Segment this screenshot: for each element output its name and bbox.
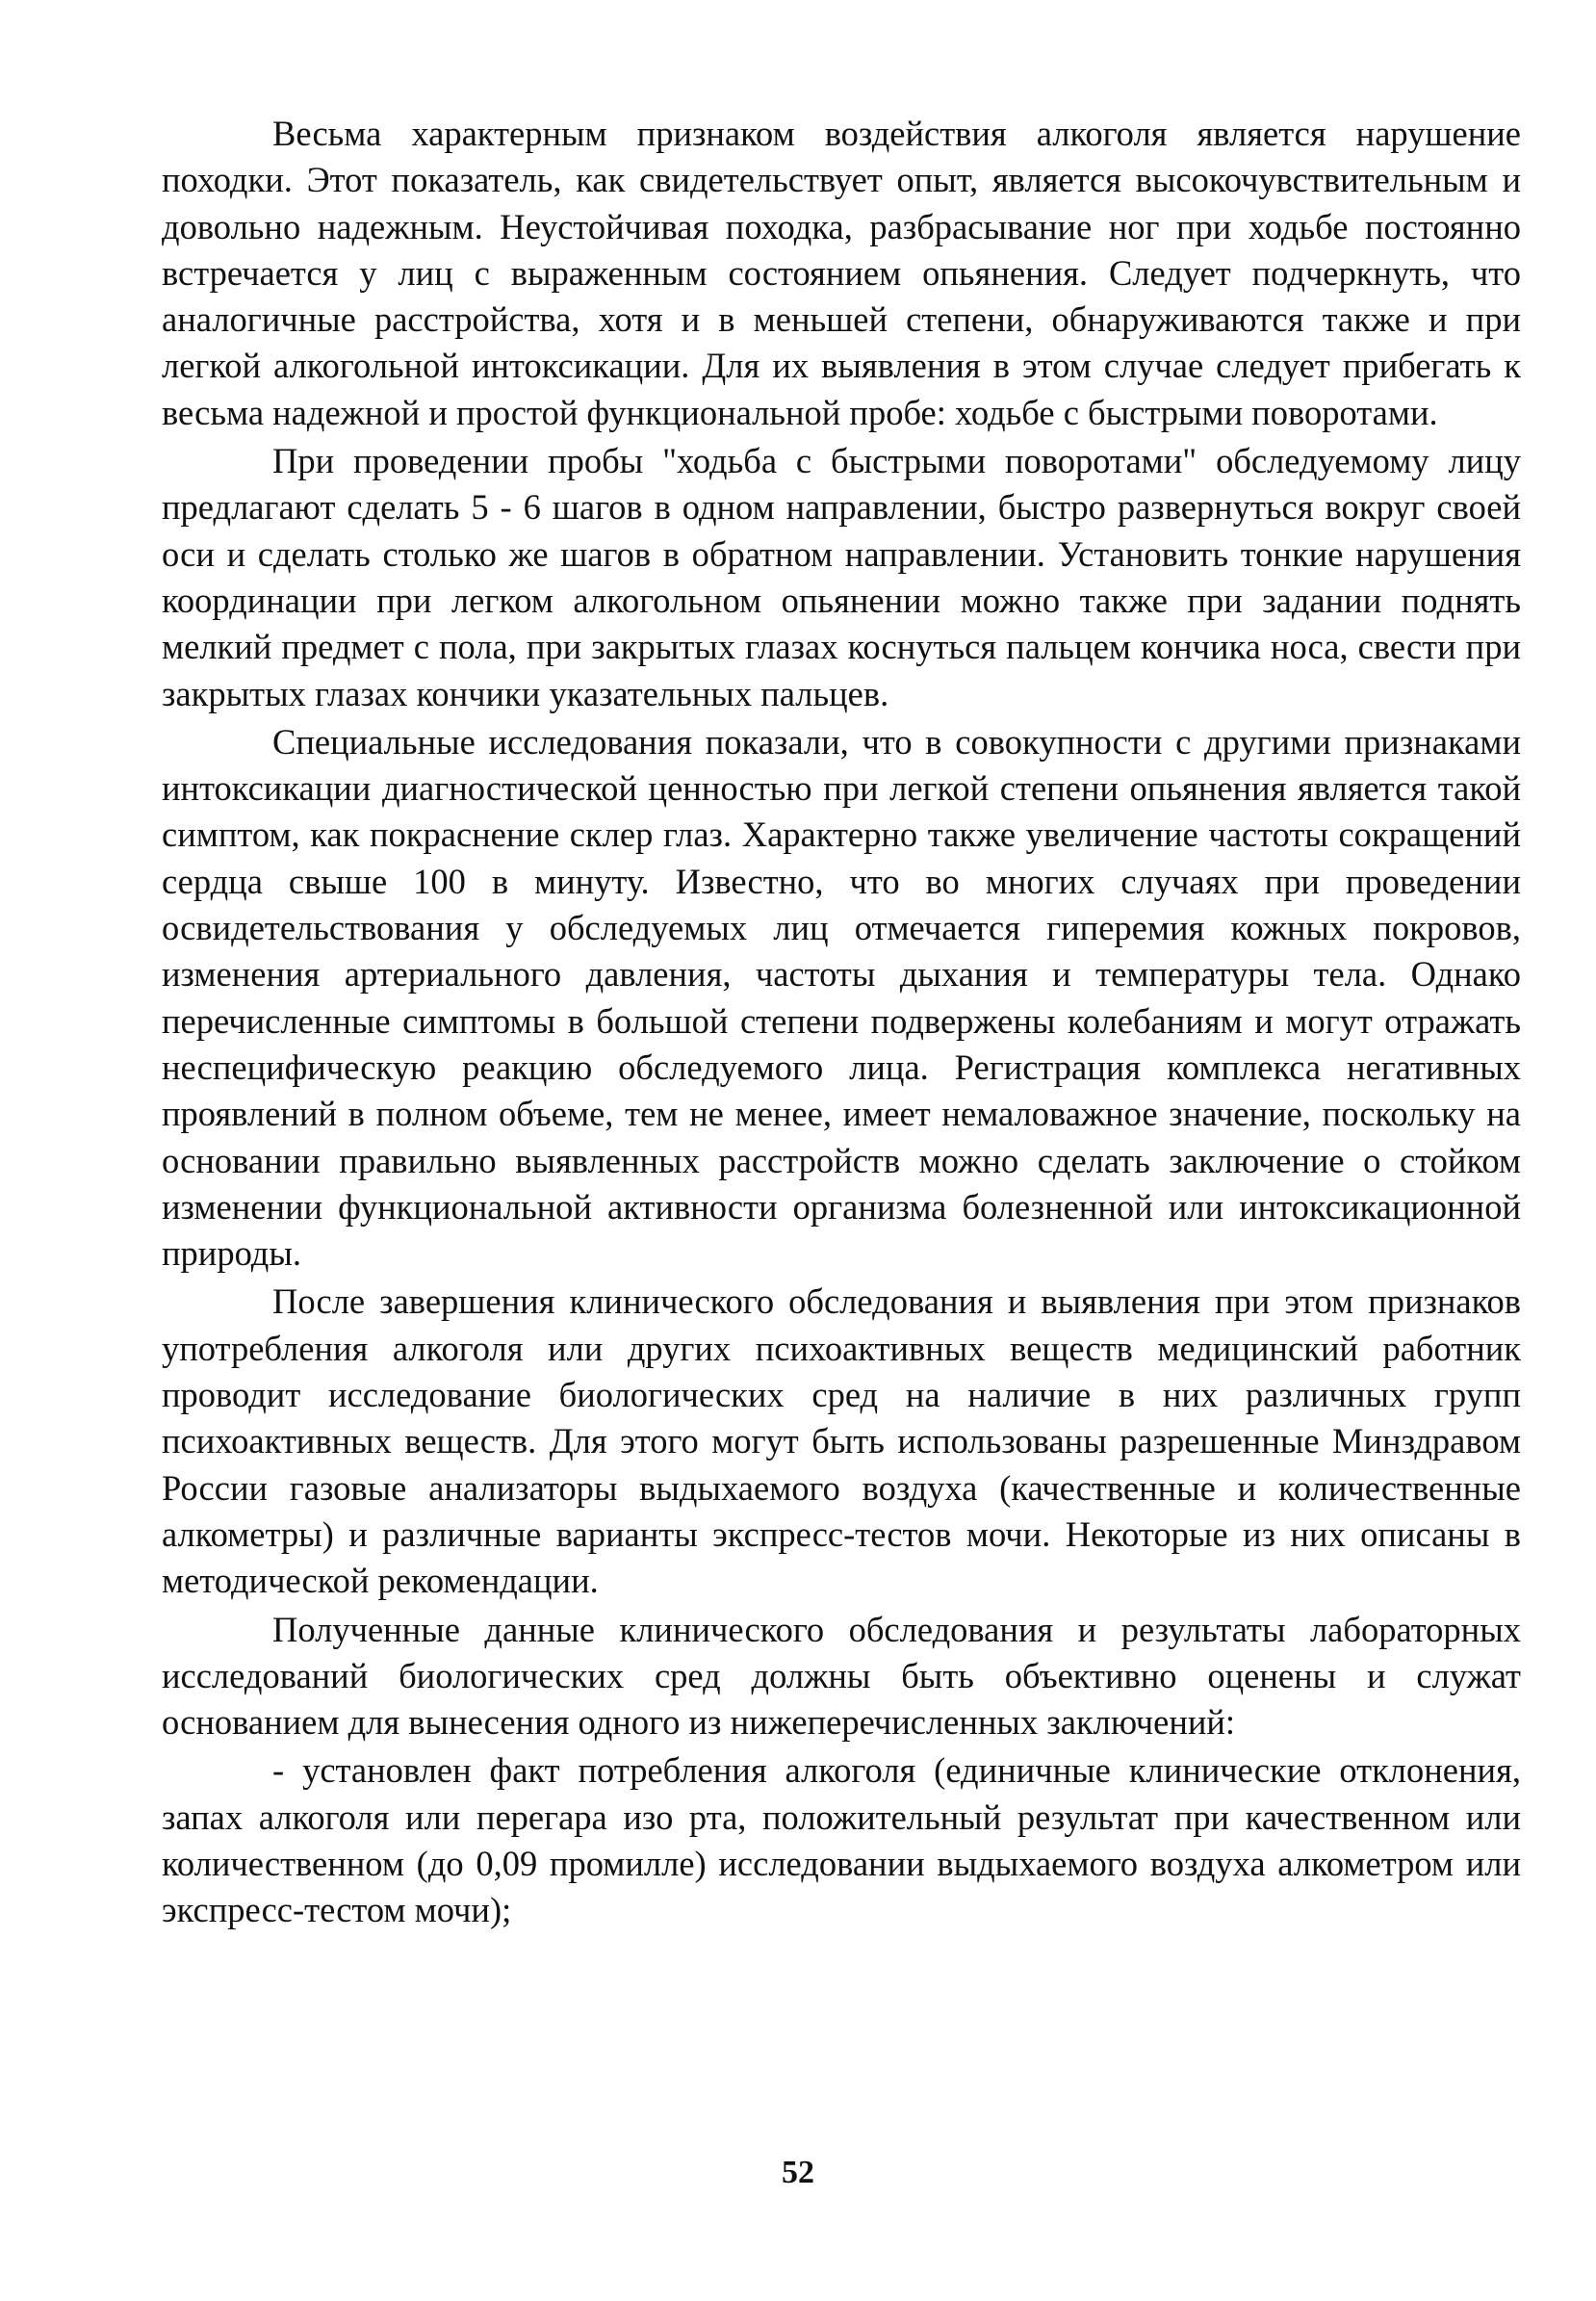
paragraph-gait: Весьма характерным признаком воздействия алкоголя является нарушение походки. Этот показатель, как свидетельствует опыт, является высокочувствительным и довольно надежным. Неустойчивая походка, разбрасывание ног при ходьбе постоянно встречается у лиц с выраженным состоянием опьянения. Следует подчеркнуть, что аналогичные расстройства, хотя и в меньшей степени, обнаруживаются также и при легкой алкогольной интоксикации. Для их выявления в этом случае следует прибегать к весьма надежной и простой функциональной пробе: ходьбе с быстрыми поворотами. <box>162 114 1521 432</box>
paragraph-symptoms: Специальные исследования показали, что в совокупности с другими признаками интоксикации диагностической ценностью при легкой степени опьянения является такой симптом, как покраснение склер глаз. Характерно также увеличение частоты сокращений сердца свыше 100 в минуту. Известно, что во многих случаях при проведении освидетельствования у обследуемых лиц отмечается гиперемия кожных покровов, изменения артериального давления, частоты дыхания и температуры тела. Однако перечисленные симптомы в большой степени подвержены колебаниям и могут отражать неспецифическую реакцию обследуемого лица. Регистрация комплекса негативных проявлений в полном объеме, тем не менее, имеет немаловажное значение, поскольку на основании правильно выявленных расстройств можно сделать заключение о стойком изменении функциональной активности организма болезненной или интоксикационной природы. <box>162 721 1521 1274</box>
paragraph-conclusions: Полученные данные клинического обследования и результаты лабораторных исследований биологических сред должны быть объективно оценены и служат основанием для вынесения одного из нижеперечисленных заключений: <box>162 1609 1521 1743</box>
paragraph-turns-test: При проведении пробы "ходьба с быстрыми поворотами" обследуемому лицу предлагают сделать 5 - 6 шагов в одном направлении, быстро развернуться вокруг своей оси и сделать столько же шагов в обратном направлении. Установить тонкие нарушения координации при легком алкогольном опьянении можно также при задании поднять мелкий предмет с пола, при закрытых глазах коснуться пальцем кончика носа, свести при закрытых глазах кончики указательных пальцев. <box>162 441 1521 713</box>
paragraph-lab-tests: После завершения клинического обследования и выявления при этом признаков употребления алкоголя или других психоактивных веществ медицинский работник проводит исследование биологических сред на наличие в них различных групп психоактивных веществ. Для этого могут быть использованы разрешенные Минздравом России газовые анализаторы выдыхаемого воздуха (качественные и количественные алкометры) и различные варианты экспресс-тестов мочи. Некоторые из них описаны в методической рекомендации. <box>162 1281 1521 1601</box>
list-item-alcohol-fact: - установлен факт потребления алкоголя (единичные клинические отклонения, запах алкоголя или перегара изо рта, положительный результат при качественном или количественном (до 0,09 промилле) исследовании выдыхаемого воздуха алкометром или экспресс-тестом мочи); <box>162 1750 1521 1930</box>
body-text <box>162 111 1521 1934</box>
page-number: 52 <box>782 2155 814 2190</box>
